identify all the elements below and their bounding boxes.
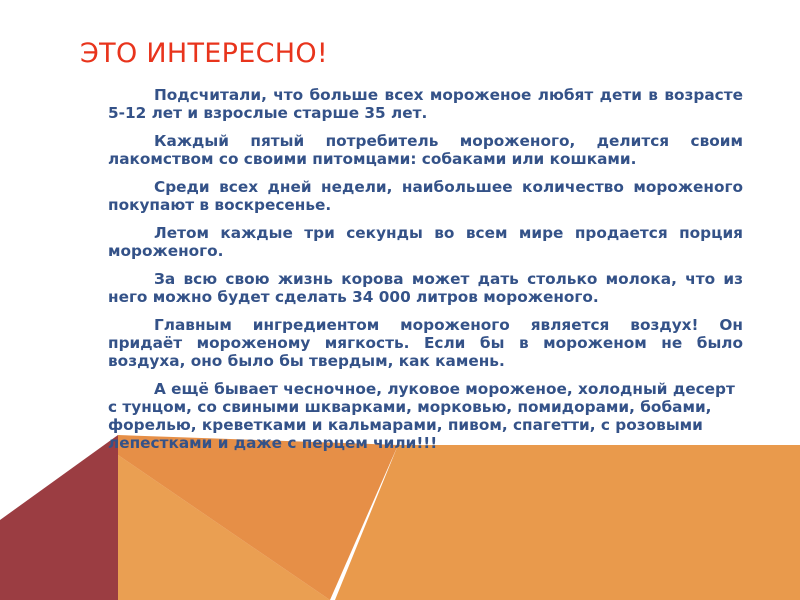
fact-paragraph: Каждый пятый потребитель мороженого, делится своим лакомством со своими питомцами: собаками или кошками.	[108, 132, 743, 168]
maroon-shape-left	[0, 435, 118, 600]
fact-paragraph: Летом каждые три секунды во всем мире продается порция мороженого.	[108, 224, 743, 260]
slide-title: ЭТО ИНТЕРЕСНО!	[80, 38, 329, 69]
fact-paragraph: За всю свою жизнь корова может дать столько молока, что из него можно будет сделать 34 000 литров мороженого.	[108, 270, 743, 306]
fact-paragraph: Среди всех дней недели, наибольшее количество мороженого покупают в воскресенье.	[108, 178, 743, 214]
facts-text-block	[108, 86, 743, 462]
fact-paragraph: Подсчитали, что больше всех мороженое любят дети в возрасте 5-12 лет и взрослые старше 35 лет.	[108, 86, 743, 122]
orange-shape-right	[335, 445, 800, 600]
fact-paragraph: Главным ингредиентом мороженого является воздух! Он придаёт мороженому мягкость. Если бы в мороженом не было воздуха, оно было бы твердым, как камень.	[108, 316, 743, 370]
fact-paragraph: А ещё бывает чесночное, луковое мороженое, холодный десерт с тунцом, со свиными шкварками, морковью, помидорами, бобами, форелью, креветками и кальмарами, пивом, спагетти, с розовыми лепестками и даже с перцем чили!!!	[108, 380, 735, 452]
